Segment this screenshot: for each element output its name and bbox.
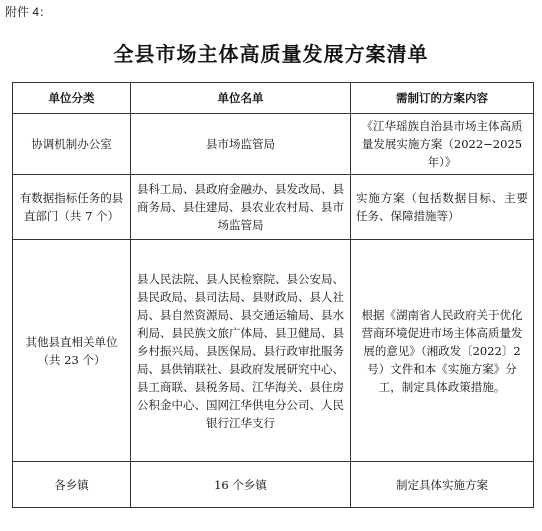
header-units: 单位名单 <box>131 83 351 114</box>
row-plan: 根据《湖南省人民政府关于优化营商环境促进市场主体高质量发展的意见》（湘政发〔2022〕2 号）文件和本《实施方案》分工，制定具体政策措施。 <box>351 240 534 462</box>
row-category: 协调机制办公室 <box>13 114 131 175</box>
attachment-label: 附件 4： <box>5 5 52 19</box>
header-plan: 需制订的方案内容 <box>351 83 534 114</box>
plan-table <box>12 82 534 508</box>
table-header-row <box>13 83 534 114</box>
table-row <box>13 175 534 240</box>
row-units: 县人民法院、县人民检察院、县公安局、县民政局、县司法局、县财政局、县人社局、县自然资源局、县交通运输局、县水利局、县民族文旅广体局、县卫健局、县乡村振兴局、县医保局、县行政审批服务局、县供销联社、县政府发展研究中心、县工商联、县税务局、江华海关、县住房公积金中心、国网江华供电分公司、人民银行江华支行 <box>131 240 351 462</box>
row-category: 各乡镇 <box>13 462 131 508</box>
row-units: 县市场监管局 <box>131 114 351 175</box>
row-category: 其他县直相关单位（共 23 个） <box>13 240 131 462</box>
row-plan: 制定具体实施方案 <box>351 462 534 508</box>
table-row <box>13 114 534 175</box>
row-units: 16 个乡镇 <box>131 462 351 508</box>
row-units: 县科工局、县政府金融办、县发改局、县商务局、县住建局、县农业农村局、县市场监管局 <box>131 175 351 240</box>
table-row <box>13 462 534 508</box>
header-category: 单位分类 <box>13 83 131 114</box>
row-plan: 实施方案（包括数据目标、主要任务、保障措施等） <box>351 175 534 240</box>
row-plan: 《江华瑶族自治县市场主体高质量发展实施方案（2022−2025 年）》 <box>351 114 534 175</box>
row-category: 有数据指标任务的县直部门（共 7 个） <box>13 175 131 240</box>
table-row <box>13 240 534 462</box>
document-title: 全县市场主体高质量发展方案清单 <box>113 42 429 66</box>
